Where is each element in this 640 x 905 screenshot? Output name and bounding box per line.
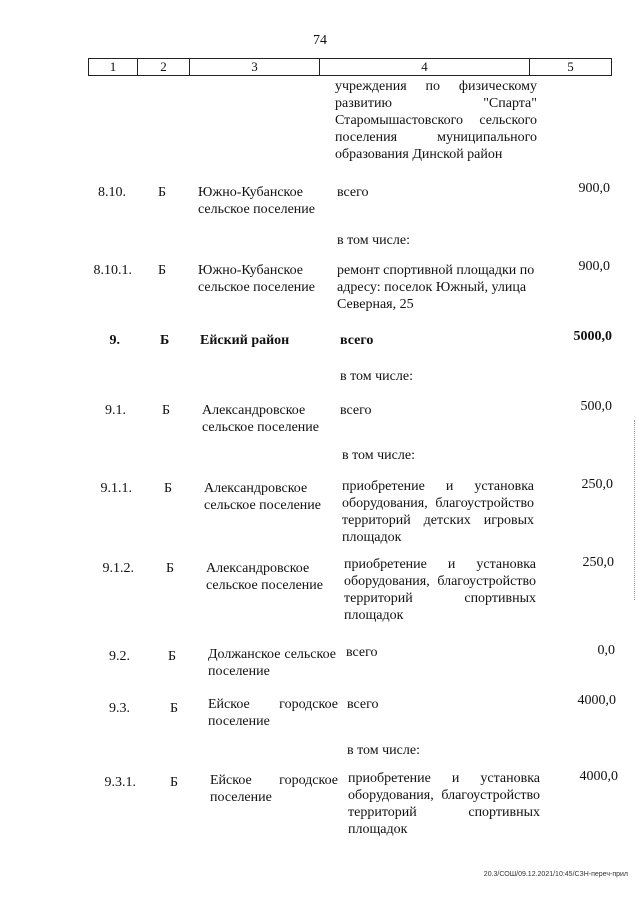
row-category: Б: [170, 701, 179, 716]
column-header-1: 1: [109, 59, 117, 74]
row-category: Б: [158, 263, 167, 278]
row-description: всего: [340, 403, 372, 418]
including-note: в том числе:: [340, 369, 413, 384]
row-number: 9.3.: [109, 701, 130, 716]
row-value: 0,0: [597, 643, 615, 658]
row-value: 250,0: [581, 477, 613, 492]
row-name: Александровское сельское поселение: [204, 481, 321, 513]
row-value: 500,0: [580, 399, 612, 414]
row-category: Б: [160, 333, 170, 348]
row-value: 5000,0: [573, 329, 612, 344]
row-value: 250,0: [582, 555, 614, 570]
column-header-2: 2: [137, 59, 189, 75]
row-category: Б: [170, 775, 179, 790]
row-description: всего: [337, 185, 369, 200]
row-name: Южно-Кубанское сельское поселение: [198, 263, 315, 295]
row-category: Б: [164, 481, 173, 496]
row-category: Б: [158, 185, 167, 200]
including-note: в том числе:: [342, 448, 415, 463]
row-number: 8.10.1.: [93, 263, 132, 278]
row-name: Александровское сельское поселение: [206, 561, 323, 593]
row-number: 9.: [109, 333, 120, 348]
row-value: 900,0: [578, 259, 610, 274]
row-name: Александровское сельское поселение: [202, 403, 319, 435]
row-description: приобретение и установка оборудования, благоустройство территорий детских игровых площадок: [342, 479, 534, 545]
row-category: Б: [166, 561, 175, 576]
row-name: Должанское сельское поселение: [208, 647, 336, 679]
column-header-4: 4: [319, 59, 529, 75]
row-value: 900,0: [578, 181, 610, 196]
row-category: Б: [168, 649, 177, 664]
row-number: 9.3.1.: [104, 775, 136, 790]
row-description: приобретение и установка оборудования, благоустройство территорий спортивных площадок: [348, 771, 540, 837]
row-name: Ейское городское поселение: [208, 697, 338, 729]
row-description: всего: [346, 645, 378, 660]
row-description: всего: [340, 333, 374, 348]
margin-mark: [634, 420, 637, 600]
row-number: 9.1.: [105, 403, 126, 418]
document-footer-code: 20.3/СОШ/09.12.2021/10:45/СЗН-переч-прил: [483, 871, 628, 878]
row-category: Б: [162, 403, 171, 418]
column-header-row: [88, 58, 612, 76]
including-note: в том числе:: [337, 233, 410, 248]
row-number: 9.1.1.: [100, 481, 132, 496]
row-description: всего: [347, 697, 379, 712]
row-number: 9.2.: [109, 649, 130, 664]
row-description: ремонт спортивной площадки по адресу: поселок Южный, улица Северная, 25: [337, 263, 535, 312]
row-value: 4000,0: [577, 693, 616, 708]
column-header-3: 3: [189, 59, 319, 75]
row-number: 9.1.2.: [102, 561, 134, 576]
column-header-5: 5: [529, 59, 611, 75]
row-number: 8.10.: [98, 185, 126, 200]
page-number: 74: [313, 33, 327, 48]
row-description: приобретение и установка оборудования, благоустройство территорий спортивных площадок: [344, 557, 536, 623]
row-name: Ейское городское поселение: [210, 773, 338, 805]
continuation-text: учреждения по физическому развитию "Спарта" Старомышастовского сельского поселения муниципального образования Динской район: [335, 79, 537, 162]
row-name: Ейский район: [200, 333, 290, 348]
row-value: 4000,0: [579, 769, 618, 784]
including-note: в том числе:: [347, 743, 420, 758]
row-name: Южно-Кубанское сельское поселение: [198, 185, 315, 217]
